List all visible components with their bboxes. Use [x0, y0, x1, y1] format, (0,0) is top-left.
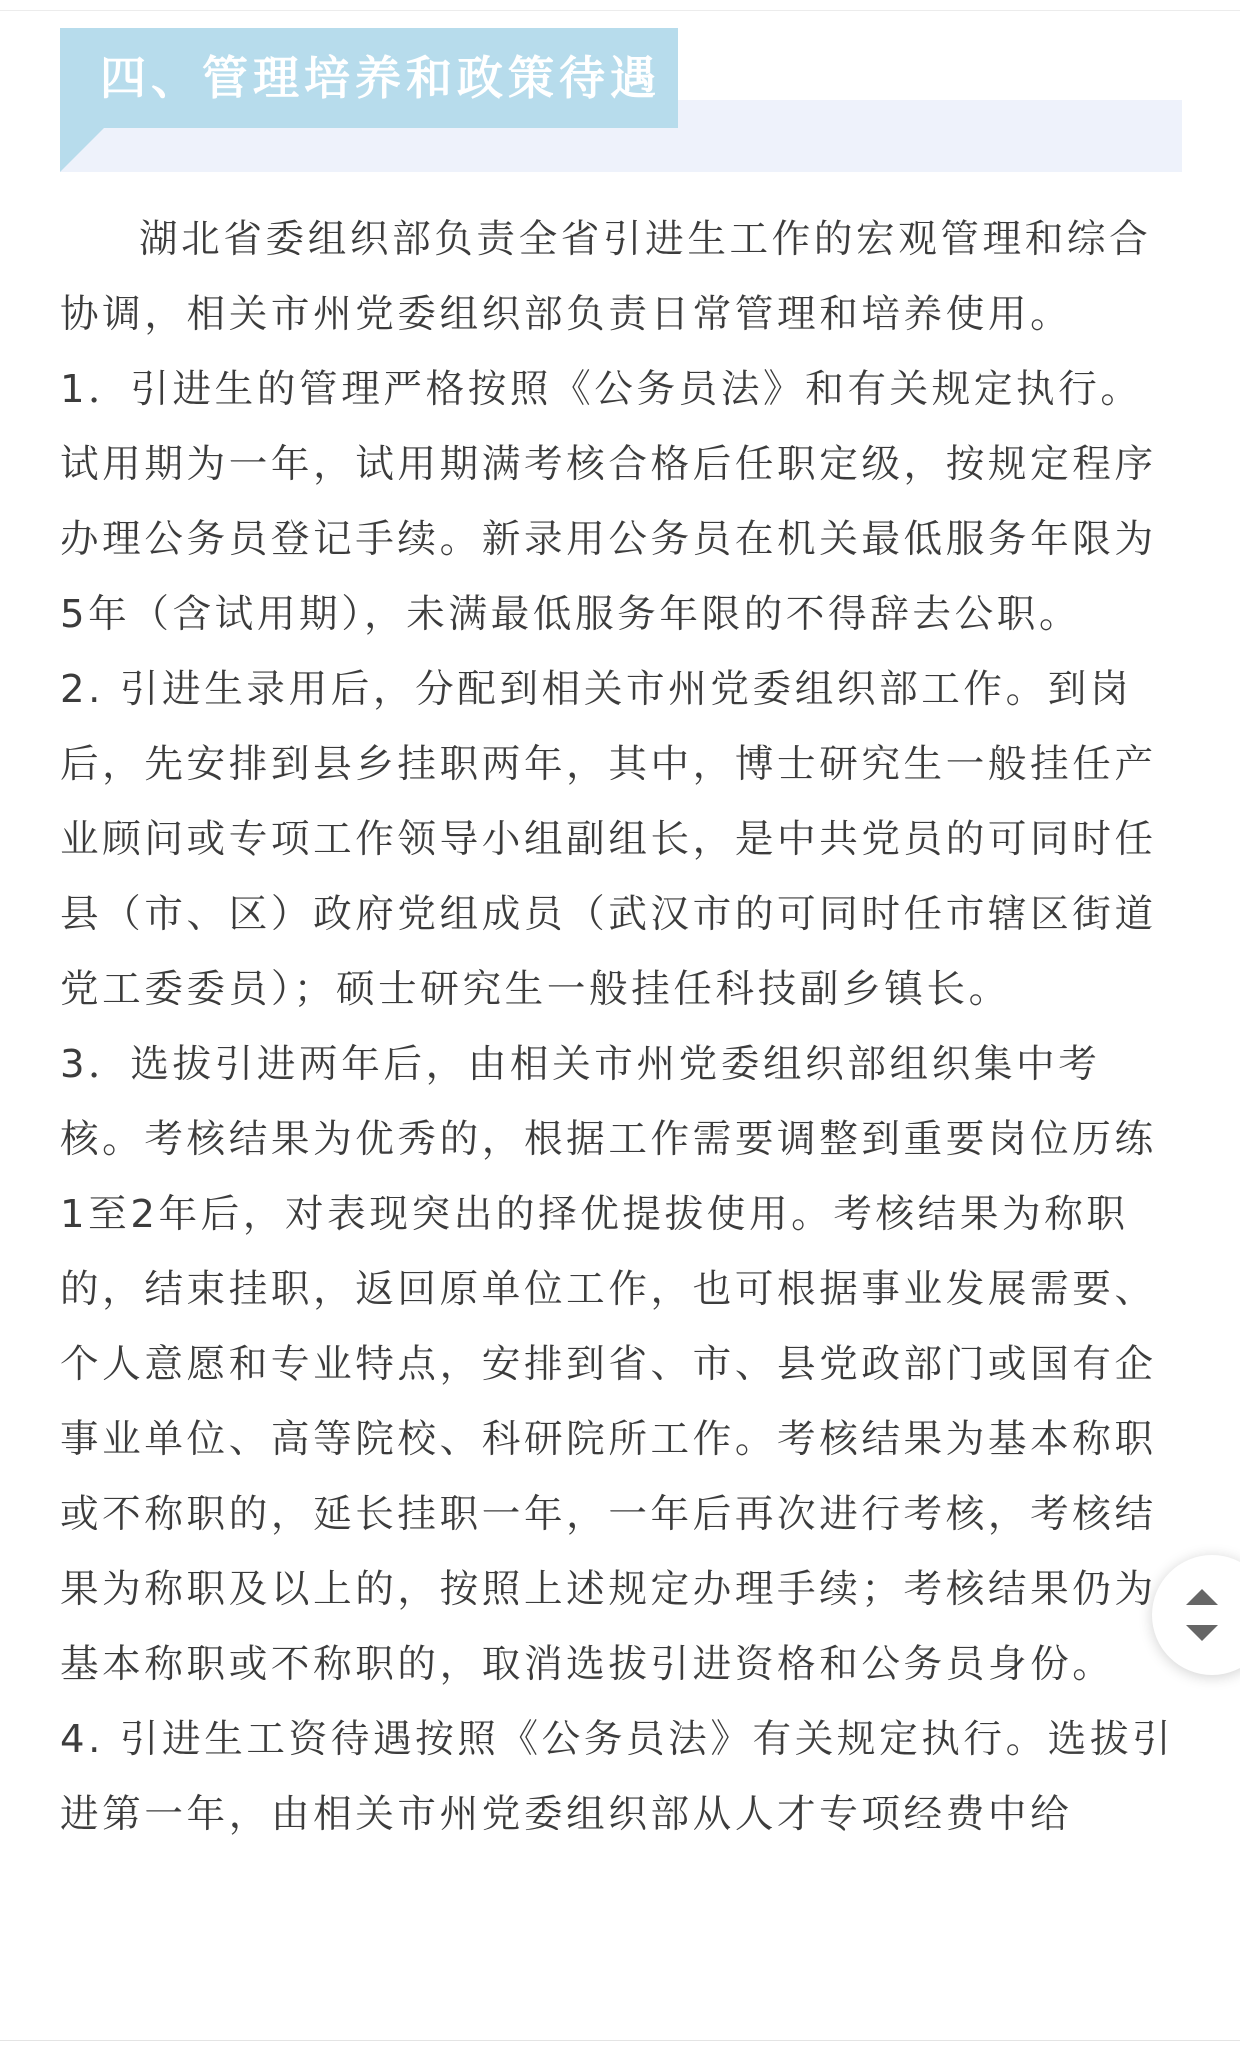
paragraph-item-1: 1．引进生的管理严格按照《公务员法》和有关规定执行。试用期为一年，试用期满考核合格后任职定级，按规定程序办理公务员登记手续。新录用公务员在机关最低服务年限为5年（含试用期），未满最低服务年限的不得辞去公职。 — [60, 367, 1157, 637]
scroll-up-icon[interactable] — [1186, 1589, 1218, 1605]
paragraph-intro: 湖北省委组织部负责全省引进生工作的宏观管理和综合协调，相关市州党委组织部负责日常管理和培养使用。 — [60, 217, 1152, 337]
section-title-box — [60, 28, 678, 128]
section-title: 四、管理培养和政策待遇 — [100, 51, 661, 105]
paragraph-item-3: 3．选拔引进两年后，由相关市州党委组织部组织集中考核。考核结果为优秀的，根据工作需要调整到重要岗位历练1至2年后，对表现突出的择优提拔使用。考核结果为称职的，结束挂职，返回原单位工作，也可根据事业发展需要、个人意愿和专业特点，安排到省、市、县党政部门或国有企事业单位、高等院校、科研院所工作。考核结果为基本称职或不称职的，延长挂职一年，一年后再次进行考核，考核结果为称职及以上的，按照上述规定办理手续；考核结果仍为基本称职或不称职的，取消选拔引进资格和公务员身份。 — [60, 1042, 1157, 1687]
paragraph-item-4: 4. 引进生工资待遇按照《公务员法》有关规定执行。选拔引进第一年，由相关市州党委组织部从人才专项经费中给 — [60, 1717, 1175, 1837]
section-title-fold — [60, 128, 104, 172]
paragraph-item-2: 2. 引进生录用后，分配到相关市州党委组织部工作。到岗后，先安排到县乡挂职两年，其中，博士研究生一般挂任产业顾问或专项工作领导小组副组长，是中共党员的可同时任县（市、区）政府党组成员（武汉市的可同时任市辖区街道党工委委员）；硕士研究生一般挂任科技副乡镇长。 — [60, 667, 1157, 1012]
top-divider — [0, 10, 1240, 11]
scroll-down-icon[interactable] — [1186, 1625, 1218, 1641]
section-header — [60, 28, 1182, 173]
bottom-divider — [0, 2040, 1240, 2041]
article-body — [60, 202, 1182, 1852]
